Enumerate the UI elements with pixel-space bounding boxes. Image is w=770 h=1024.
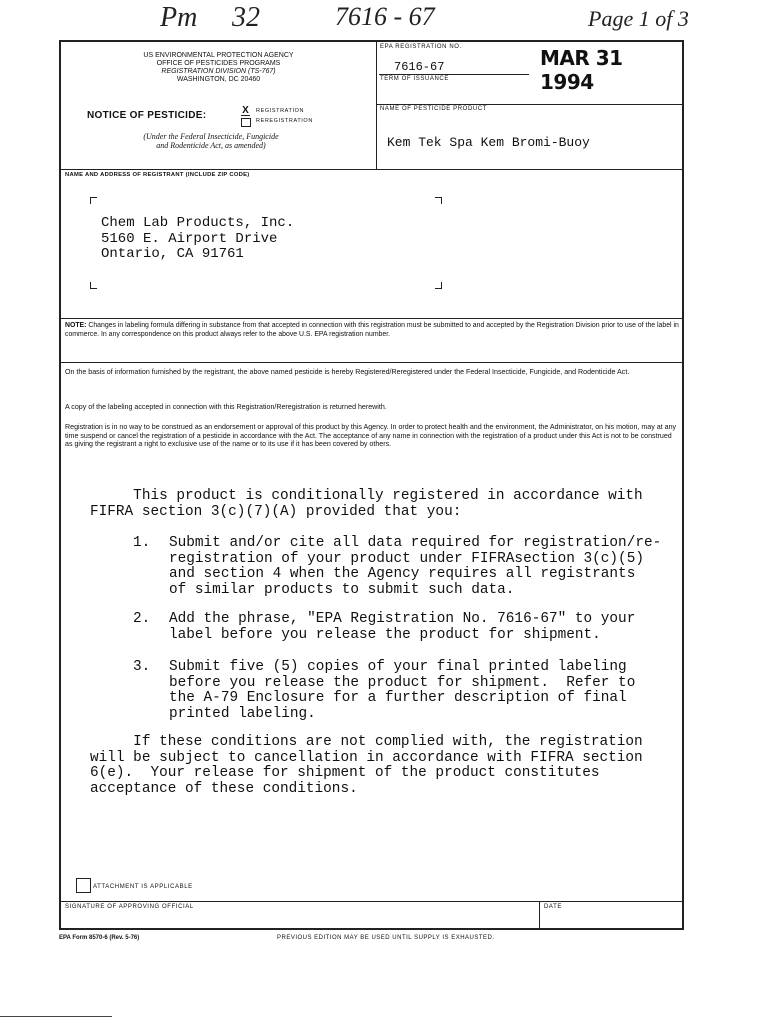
registrant-city: Ontario, CA 91761 [101, 246, 244, 262]
address-corner-br [435, 282, 442, 289]
epa-registration-value: 7616-67 [394, 60, 445, 74]
closing-paragraph: If these conditions are not complied with, the registration will be subject to cancellation in accordance with FIFRA section 6(e). Your release for shipment of the product constitutes acceptance of these conditions. [90, 734, 643, 797]
registrant-name: Chem Lab Products, Inc. [101, 215, 295, 231]
registrant-label: NAME AND ADDRESS OF REGISTRANT (INCLUDE ZIP CODE) [65, 172, 250, 178]
condition-2-number: 2. [133, 611, 151, 627]
reregistration-checkbox[interactable] [241, 118, 251, 127]
term-of-issuance-label: TERM OF ISSUANCE [380, 76, 449, 82]
condition-2-text: Add the phrase, "EPA Registration No. 7616-67" to your label before you release the product for shipment. [169, 611, 636, 643]
epa-registration-label: EPA REGISTRATION NO. [380, 44, 462, 50]
agency-line-2: OFFICE OF PESTICIDES PROGRAMS [156, 60, 281, 67]
note-text: Changes in labeling formula differing in substance from that accepted in connection with this registration must be submitted to and accepted by the Registration Division prior to use of the label in commerce. In any correspondence on this product always refer to the above U.S. EPA registration number. [65, 322, 679, 338]
agency-line-3: REGISTRATION DIVISION (TS-767) [161, 68, 276, 75]
attachment-label: ATTACHMENT IS APPLICABLE [93, 884, 193, 890]
condition-3-number: 3. [133, 659, 151, 675]
date-field[interactable] [542, 912, 680, 928]
conditional-registration-intro: This product is conditionally registered in accordance with FIFRA section 3(c)(7)(A) provided that you: [90, 488, 643, 520]
form-number: EPA Form 8570-6 (Rev. 5-76) [59, 935, 140, 941]
note-block [65, 322, 680, 339]
previous-edition-note: PREVIOUS EDITION MAY BE USED UNTIL SUPPLY IS EXHAUSTED. [277, 935, 495, 941]
construed-paragraph: Registration is in no way to be construed as an endorsement or approval of this product by this Agency. In order to protect health and the environment, the Administrator, on his motion, may at any time suspend or cancel the registration of a pesticide in accordance with the Act. The acceptance of any name in connection with the registration of a product under this Act is not to be construed as giving the registrant a right to exclusive use of the name or to its use if it has been covered by others. [65, 423, 677, 449]
act-note-line-2: and Rodenticide Act, as amended) [156, 141, 266, 150]
agency-line-4: WASHINGTON, DC 20460 [176, 76, 261, 83]
attachment-checkbox[interactable] [76, 878, 91, 893]
handwritten-initials: Pm [160, 2, 198, 33]
address-corner-bl [90, 282, 97, 289]
address-corner-tl [90, 197, 97, 204]
agency-header [61, 52, 376, 84]
pesticide-notice-form [59, 40, 684, 930]
address-corner-tr [435, 197, 442, 204]
condition-3-text: Submit five (5) copies of your final printed labeling before you release the product for shipment. Refer to the A-79 Enclosure for a further description of final printed labeling. [169, 659, 636, 722]
handwritten-reg-number: 7616 - 67 [335, 2, 435, 31]
handwritten-page: Page 1 of 3 [588, 6, 689, 31]
product-name-value: Kem Tek Spa Kem Bromi-Buoy [387, 135, 590, 150]
act-note-line-1: (Under the Federal Insecticide, Fungicide [143, 132, 279, 141]
signature-label: SIGNATURE OF APPROVING OFFICIAL [65, 904, 194, 910]
basis-paragraph: On the basis of information furnished by the registrant, the above named pesticide is hereby Registered/Reregistered under the Federal Insecticide, Fungicide, and Rodenticide Act. [65, 368, 630, 376]
condition-1-text: Submit and/or cite all data required for registration/re- registration of your product under FIFRAsection 3(c)(5) and section 4 when the Agency requires all registrants of similar products to submit such data. [169, 535, 662, 598]
product-name-label: NAME OF PESTICIDE PRODUCT [380, 106, 488, 112]
note-label: NOTE: [65, 322, 87, 329]
scan-edge-line [0, 1016, 112, 1017]
notice-title: NOTICE OF PESTICIDE: [87, 110, 207, 121]
agency-line-1: US ENVIRONMENTAL PROTECTION AGENCY [143, 52, 294, 59]
date-label: DATE [544, 904, 562, 910]
handwritten-pm-number: 32 [232, 2, 260, 33]
registration-option-label: REGISTRATION [256, 108, 305, 114]
registrant-address [101, 216, 294, 263]
condition-1-number: 1. [133, 535, 151, 551]
registrant-street: 5160 E. Airport Drive [101, 230, 278, 247]
received-date-stamp: MAR 31 1994 [540, 46, 623, 94]
reregistration-option-label: REREGISTRATION [256, 118, 313, 124]
registration-checkbox[interactable]: X [242, 105, 249, 116]
signature-field[interactable] [63, 912, 537, 928]
copy-paragraph: A copy of the labeling accepted in connection with this Registration/Reregistration is returned herewith. [65, 403, 387, 411]
